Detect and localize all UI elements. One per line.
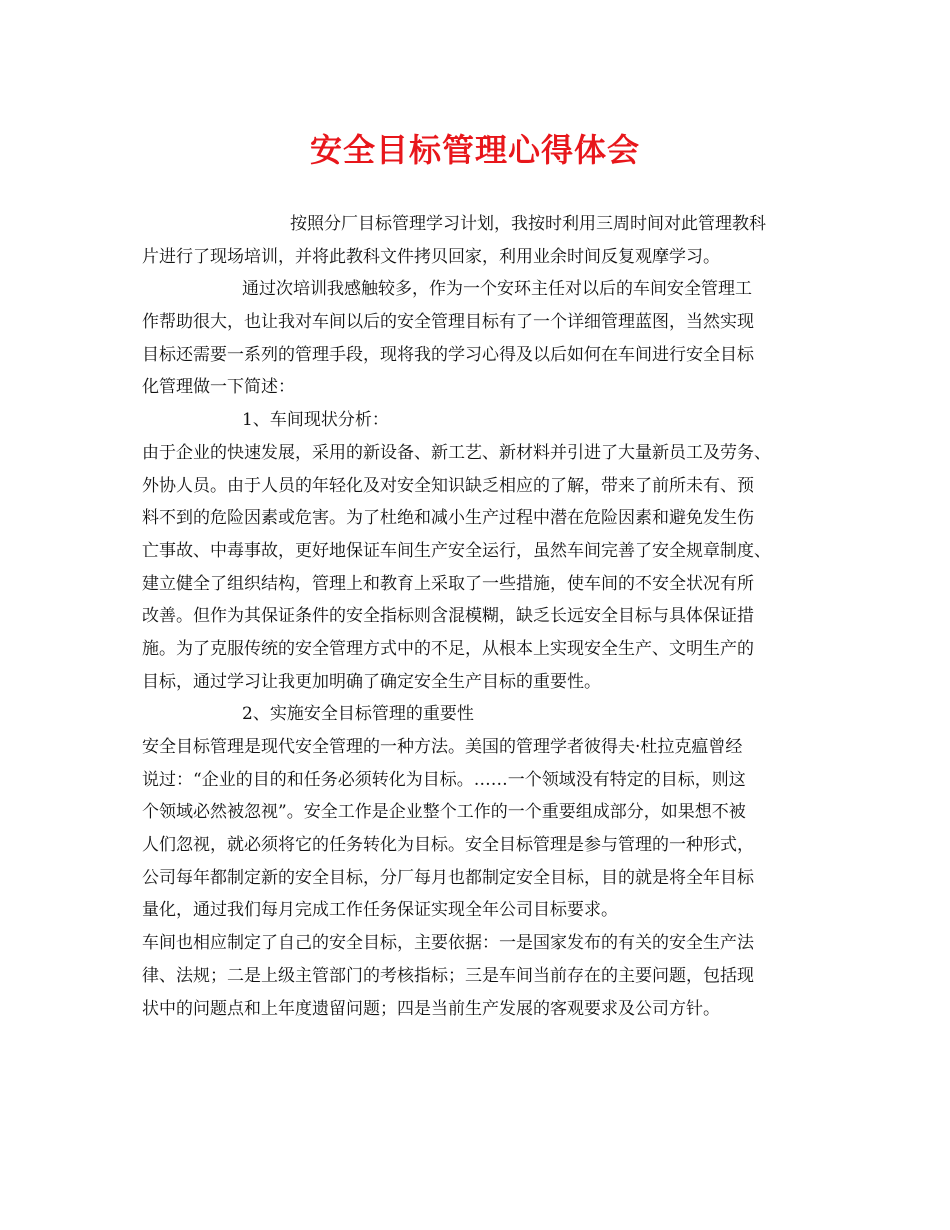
text-line: 亡事故、中毒事故，更好地保证车间生产安全运行，虽然车间完善了安全规章制度、 bbox=[142, 540, 771, 561]
text-line: 车间也相应制定了自己的安全目标，主要依据：一是国家发布的有关的安全生产法 bbox=[142, 933, 754, 954]
text-line: 个领域必然被忽视”。安全工作是企业整个工作的一个重要组成部分，如果想不被 bbox=[142, 802, 746, 823]
document-body bbox=[142, 208, 818, 1025]
text-line: 目标，通过学习让我更加明确了确定安全生产目标的重要性。 bbox=[142, 671, 601, 692]
text-line: 公司每年都制定新的安全目标，分厂每月也都制定安全目标，目的就是将全年目标 bbox=[142, 867, 754, 888]
text-line: 作帮助很大，也让我对车间以后的安全管理目标有了一个详细管理蓝图，当然实现 bbox=[142, 312, 754, 333]
text-line: 状中的问题点和上年度遗留问题；四是当前生产发展的客观要求及公司方针。 bbox=[142, 998, 720, 1019]
text-line: 量化，通过我们每月完成工作任务保证实现全年公司目标要求。 bbox=[142, 900, 618, 921]
section-heading: 2、实施安全目标管理的重要性 bbox=[242, 704, 474, 725]
text-line: 安全目标管理是现代安全管理的一种方法。美国的管理学者彼得夫·杜拉克瘟曾经 bbox=[142, 737, 743, 757]
text-line: 片进行了现场培训，并将此教科文件拷贝回家，利用业余时间反复观摩学习。 bbox=[142, 246, 720, 267]
section-heading: 1、车间现状分析： bbox=[242, 410, 389, 431]
text-line: 目标还需要一系列的管理手段，现将我的学习心得及以后如何在车间进行安全目标 bbox=[142, 344, 754, 365]
text-line: 外协人员。由于人员的年轻化及对安全知识缺乏相应的了解，带来了前所未有、预 bbox=[142, 475, 754, 496]
text-line: 通过次培训我感触较多，作为一个安环主任对以后的车间安全管理工 bbox=[242, 279, 752, 300]
text-line: 料不到的危险因素或危害。为了杜绝和减小生产过程中潜在危险因素和避免发生伤 bbox=[142, 508, 754, 529]
text-line: 建立健全了组织结构，管理上和教育上采取了一些措施，使车间的不安全状况有所 bbox=[142, 573, 754, 594]
text-line: 由于企业的快速发展，采用的新设备、新工艺、新材料并引进了大量新员工及劳务、 bbox=[142, 442, 771, 463]
text-line: 施。为了克服传统的安全管理方式中的不足，从根本上实现安全生产、文明生产的 bbox=[142, 638, 754, 659]
text-line: 人们忽视，就必须将它的任务转化为目标。安全目标管理是参与管理的一种形式， bbox=[142, 835, 754, 856]
text-line: 律、法规；二是上级主管部门的考核指标；三是车间当前存在的主要问题，包括现 bbox=[142, 965, 754, 986]
text-line: 改善。但作为其保证条件的安全指标则含混模糊，缺乏长远安全目标与具体保证措 bbox=[142, 606, 754, 627]
text-line: 按照分厂目标管理学习计划，我按时利用三周时间对此管理教科 bbox=[290, 214, 766, 234]
text-line: 化管理做一下简述： bbox=[142, 377, 295, 398]
document-title: 安全目标管理心得体会 bbox=[309, 131, 640, 169]
text-line: 说过：“企业的目的和任务必须转化为目标。……一个领域没有特定的目标，则这 bbox=[142, 769, 746, 790]
